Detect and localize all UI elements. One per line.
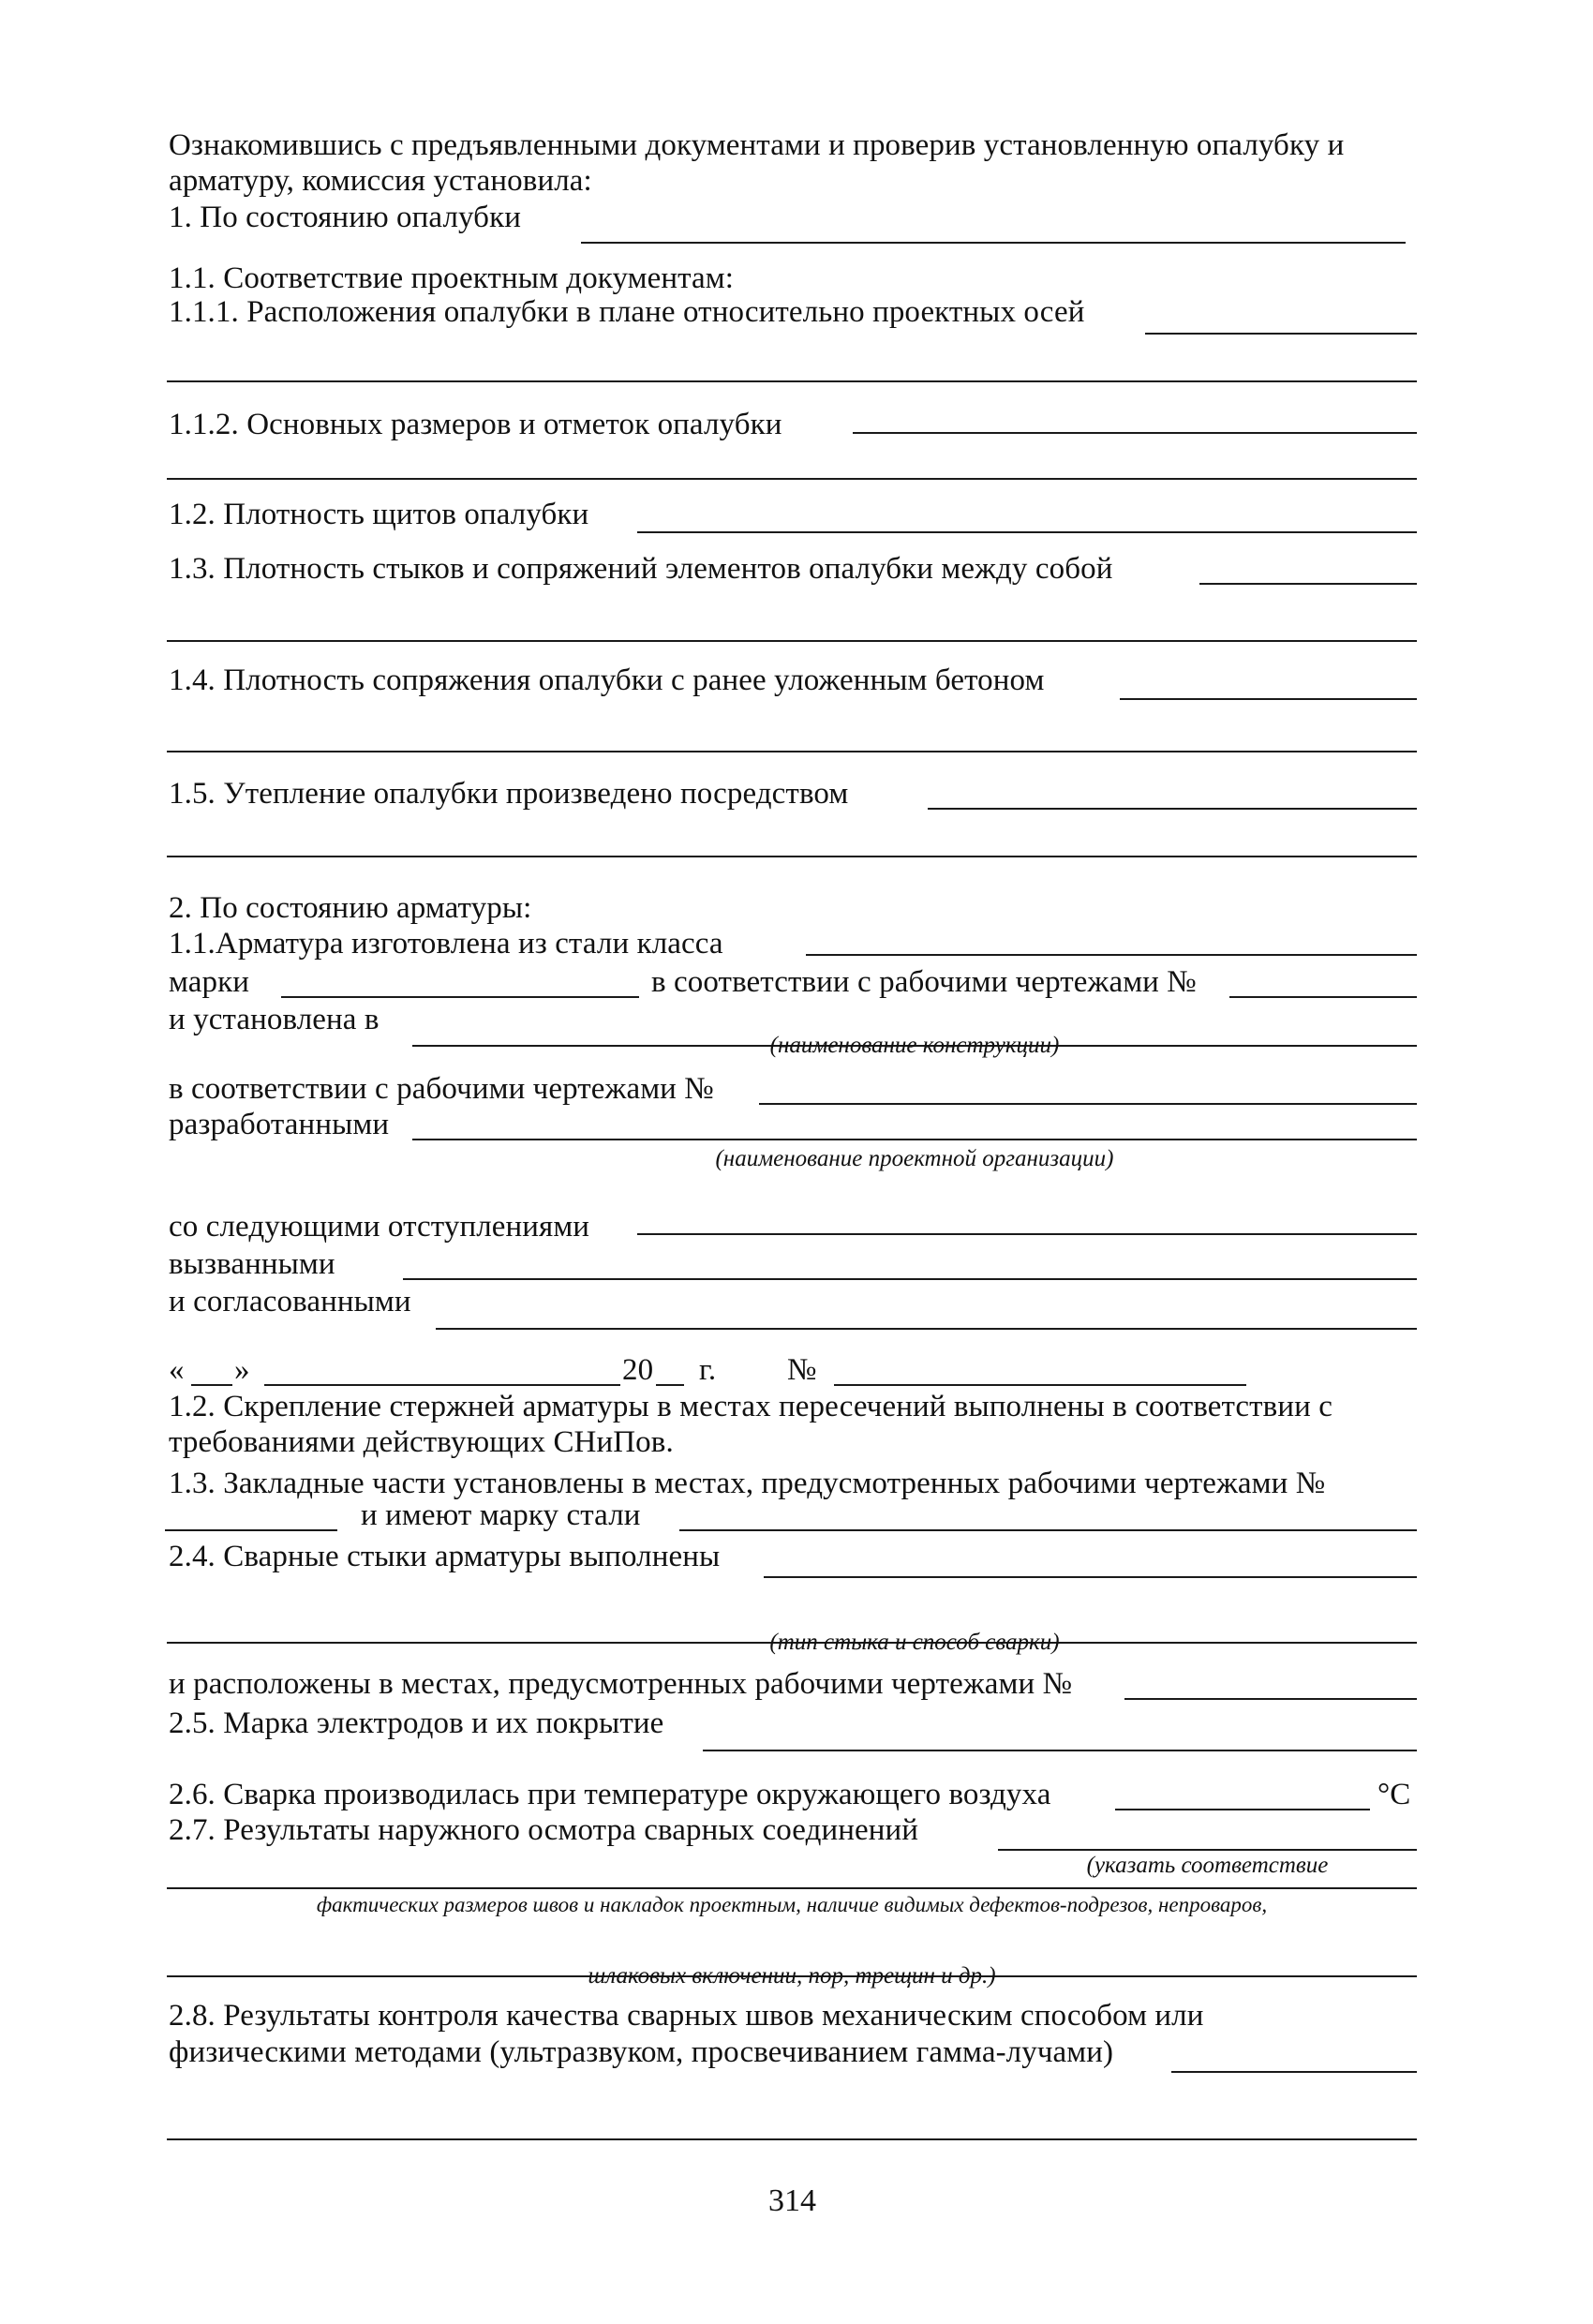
page-number: 314 [768,2183,816,2218]
item-2-1-3-line-1: 1.3. Закладные части установлены в местах, предусмотренных рабочими чертежами № [169,1467,1326,1500]
number-sign: № [787,1353,817,1387]
blank-formwork-state[interactable] [581,242,1406,244]
date-open-quote: « [169,1353,185,1387]
blank-approval-number[interactable] [834,1384,1246,1386]
caption-joint-type: (тип стыка и способ сварки) [769,1630,1060,1655]
blank-temperature[interactable] [1115,1809,1370,1810]
blank-embedded-drawing[interactable] [165,1529,337,1531]
blank-joint-tightness-cont[interactable] [167,640,1417,642]
item-1-1-1: 1.1.1. Расположения опалубки в плане относительно проектных осей [169,295,1085,329]
label-installed-in: и установлена в [169,1003,380,1036]
item-1-4: 1.4. Плотность сопряжения опалубки с ранее уложенным бетоном [169,663,1045,697]
item-2-8-line-1: 2.8. Результаты контроля качества сварных швов механическим способом или [169,1999,1204,2033]
blank-weld-control-cont[interactable] [167,2138,1417,2140]
blank-insulation[interactable] [928,808,1417,810]
blank-month[interactable] [264,1384,620,1386]
blank-agreed-with[interactable] [436,1328,1417,1330]
blank-drawing-number-2[interactable] [759,1103,1417,1105]
blank-joint-tightness[interactable] [1199,583,1417,585]
blank-formwork-position[interactable] [1145,333,1417,335]
intro-line-2: арматуру, комиссия установила: [169,164,592,198]
blank-drawing-number[interactable] [1229,996,1417,998]
item-2-4: 2.4. Сварные стыки арматуры выполнены [169,1540,721,1573]
blank-caused-by[interactable] [403,1278,1417,1280]
label-deviations: со следующими отступлениями [169,1210,590,1244]
blank-steel-class[interactable] [806,954,1417,956]
date-close-quote: » [234,1353,250,1387]
blank-weld-drawing[interactable] [1124,1698,1417,1700]
blank-insulation-cont[interactable] [167,856,1417,857]
label-caused-by: вызванными [169,1247,335,1281]
item-2-8-line-2: физическими методами (ультразвуком, просвечиванием гамма-лучами) [169,2035,1114,2069]
label-agreed-with: и согласованными [169,1285,411,1318]
blank-panel-tightness[interactable] [637,531,1417,533]
item-2-1-2-line-1: 1.2. Скрепление стержней арматуры в местах пересечений выполнены в соответствии с [169,1390,1332,1423]
label-per-drawings-2: в соответствии с рабочими чертежами № [169,1072,714,1106]
blank-embedded-steel[interactable] [679,1529,1417,1531]
item-1-3: 1.3. Плотность стыков и сопряжений элементов опалубки между собой [169,552,1113,586]
intro-line-1: Ознакомившись с предъявленными документами и проверив установленную опалубку и [169,128,1345,162]
blank-inspection-results[interactable] [998,1849,1417,1851]
label-located: и расположены в местах, предусмотренных рабочими чертежами № [169,1667,1073,1701]
section-2-title: 2. По состоянию арматуры: [169,891,532,925]
item-2-1-2-line-2: требованиями действующих СНиПов. [169,1425,674,1459]
blank-formwork-dimensions[interactable] [853,432,1417,434]
item-1-1: 1.1. Соответствие проектным документам: [169,261,735,295]
blank-inspection-results-cont[interactable] [167,1887,1417,1889]
caption-indicate: (указать соответствие [1086,1853,1329,1878]
blank-concrete-interface-cont[interactable] [167,751,1417,752]
blank-deviations[interactable] [637,1233,1417,1235]
section-1-title: 1. По состоянию опалубки [169,201,521,234]
label-developed-by: разработанными [169,1108,390,1141]
blank-concrete-interface[interactable] [1120,698,1417,700]
label-brand: марки [169,965,249,999]
year-prefix: 20 [622,1353,654,1387]
blank-electrodes[interactable] [703,1750,1417,1751]
blank-weld-joints[interactable] [764,1576,1417,1578]
blank-formwork-dimensions-cont[interactable] [167,478,1417,480]
item-2-5: 2.5. Марка электродов и их покрытие [169,1706,664,1740]
caption-actual-dimensions: фактических размеров швов и накладок проектным, наличие видимых дефектов-подрезов, непроваров, [316,1893,1268,1916]
celsius-unit: °С [1377,1778,1411,1811]
blank-year[interactable] [656,1384,684,1386]
item-1-2: 1.2. Плотность щитов опалубки [169,498,589,531]
label-per-drawings: в соответствии с рабочими чертежами № [651,965,1197,999]
blank-formwork-position-cont[interactable] [167,380,1417,382]
caption-slag-inclusions: шлаковых включении, пор, трещин и др.) [588,1963,996,1989]
blank-weld-control[interactable] [1171,2071,1417,2073]
year-suffix: г. [699,1353,717,1387]
item-steel-class: 1.1.Арматура изготовлена из стали класса [169,927,723,961]
item-1-1-2: 1.1.2. Основных размеров и отметок опалубки [169,408,782,441]
caption-construction: (наименование конструкции) [769,1033,1060,1058]
item-1-5: 1.5. Утепление опалубки произведено посредством [169,777,849,811]
item-2-6: 2.6. Сварка производилась при температуре окружающего воздуха [169,1778,1051,1811]
item-2-7: 2.7. Результаты наружного осмотра сварных соединений [169,1813,919,1847]
caption-organization: (наименование проектной организации) [715,1146,1114,1171]
blank-organization[interactable] [412,1139,1417,1140]
blank-day[interactable] [191,1384,232,1386]
blank-brand[interactable] [281,996,639,998]
item-2-1-3-line-2: и имеют марку стали [361,1498,641,1532]
